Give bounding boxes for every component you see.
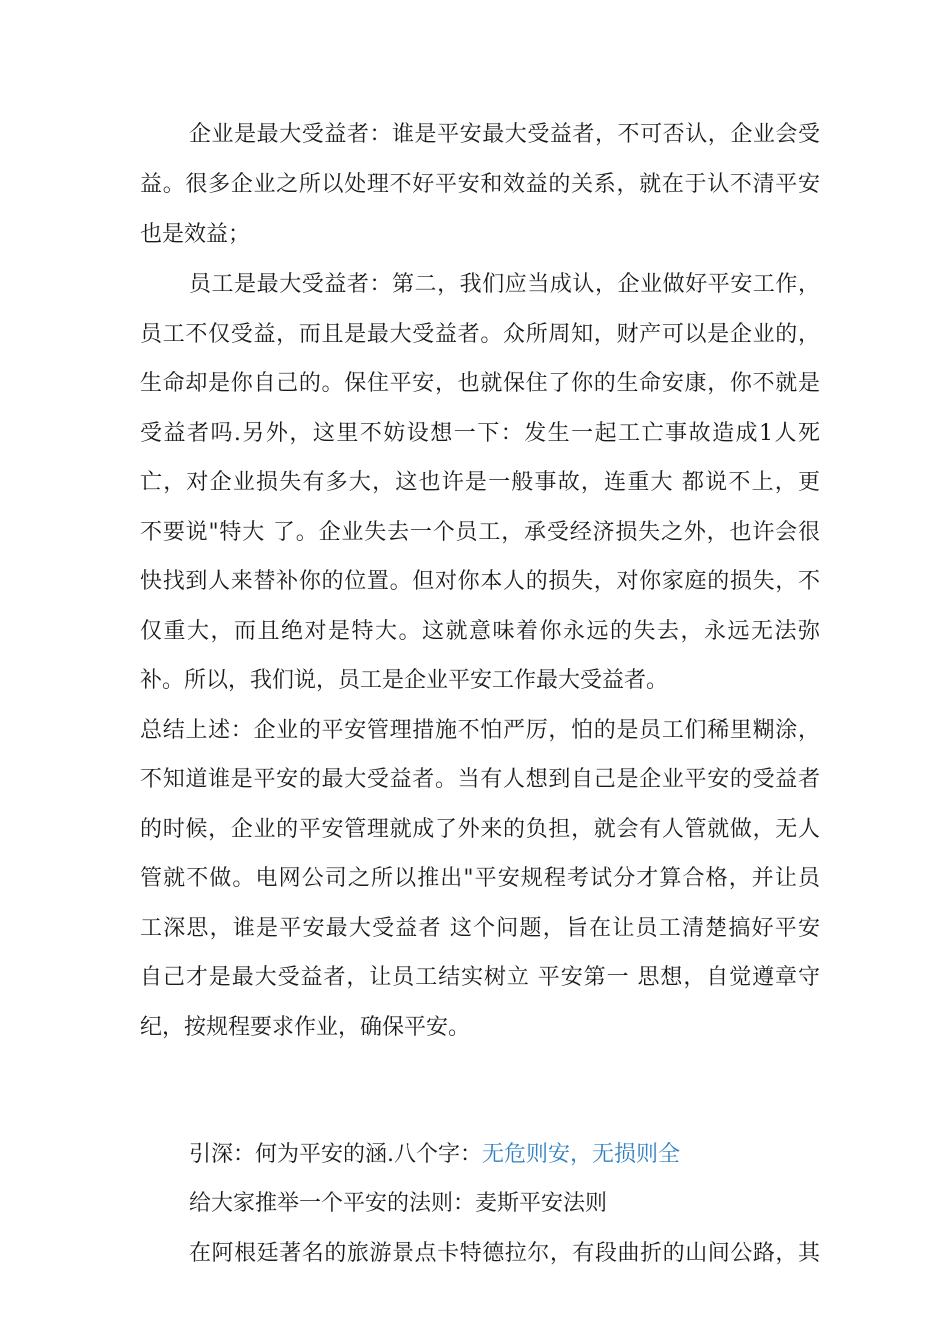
paragraph-line: 工深思，谁是平安最大受益者 这个问题，旨在让员工清楚搞好平安	[140, 916, 820, 941]
paragraph-line: 亡，对企业损失有多大，这也许是一般事故，连重大 都说不上，更	[140, 470, 820, 495]
paragraph-line: 企业是最大受益者：谁是平安最大受益者，不可否认，企业会受	[189, 122, 820, 147]
extension-line	[189, 1140, 820, 1170]
paragraph-line: 生命却是你自己的。保住平安，也就保住了你的生命安康，你不就是	[140, 371, 820, 396]
paragraph-line: 员工不仅受益，而且是最大受益者。众所周知，财产可以是企业的，	[140, 322, 820, 347]
paragraph-line: 补。所以，我们说，员工是企业平安工作最大受益者。	[140, 668, 669, 693]
paragraph-line: 仅重大，而且绝对是特大。这就意味着你永远的失去，永远无法弥	[140, 619, 820, 644]
paragraph-line: 受益者吗.另外，这里不妨设想一下：发生一起工亡事故造成1人死	[140, 421, 820, 446]
extension-highlight: 无危则安，无损则全	[482, 1142, 681, 1167]
paragraph-line: 也是效益；	[140, 222, 251, 247]
recommend-line: 给大家推举一个平安的法则：麦斯平安法则	[189, 1191, 608, 1216]
paragraph-line: 不要说"特大 了。企业失去一个员工，承受经济损失之外，也许会很	[140, 520, 820, 545]
paragraph-line: 员工是最大受益者：第二，我们应当成认，企业做好平安工作，	[189, 272, 820, 297]
paragraph-line: 快找到人来替补你的位置。但对你本人的损失，对你家庭的损失，不	[140, 569, 820, 594]
paragraph-line: 管就不做。电网公司之所以推出"平安规程考试分才算合格，并让员	[140, 866, 820, 891]
paragraph-line: 自己才是最大受益者，让员工结实树立 平安第一 思想，自觉遵章守	[140, 965, 820, 990]
paragraph-line: 的时候，企业的平安管理就成了外来的负担，就会有人管就做，无人	[140, 817, 820, 842]
extension-prefix: 引深：何为平安的涵.八个字：	[189, 1142, 482, 1167]
paragraph-line: 总结上述：企业的平安管理措施不怕严厉，怕的是员工们稀里糊涂，	[140, 718, 820, 743]
story-line: 在阿根廷著名的旅游景点卡特德拉尔，有段曲折的山间公路，其	[189, 1241, 820, 1266]
paragraph-line: 不知道谁是平安的最大受益者。当有人想到自己是企业平安的受益者	[140, 767, 820, 792]
paragraph-line: 纪，按规程要求作业，确保平安。	[140, 1015, 471, 1040]
paragraph-line: 益。很多企业之所以处理不好平安和效益的关系，就在于认不清平安	[140, 172, 820, 197]
